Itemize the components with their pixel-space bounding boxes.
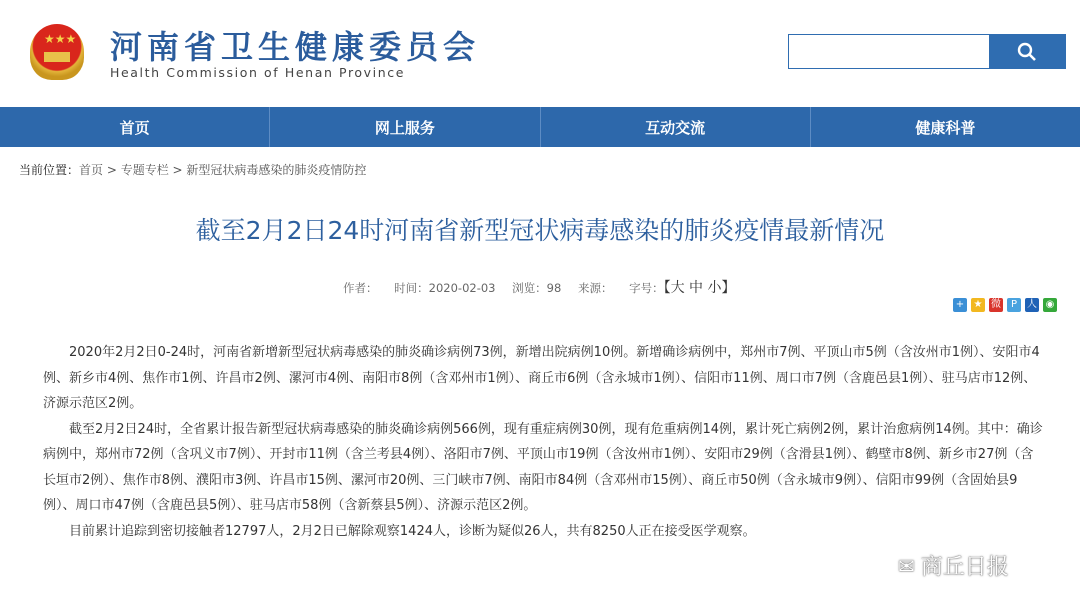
breadcrumb-separator: > [168, 163, 187, 177]
renren-icon[interactable]: 人 [1027, 299, 1037, 310]
wechat-watermark-icon: ✉ [898, 553, 915, 578]
qzone-icon[interactable]: ★ [971, 298, 985, 312]
paragraph: 目前累计追踪到密切接触者12797人，2月2日已解除观察1424人，诊断为疑似26人，共有8250人正在接受医学观察。 [69, 523, 756, 539]
tencent-weibo-icon[interactable]: P [1007, 298, 1021, 312]
wechat-icon[interactable]: ◉ [1043, 298, 1057, 312]
source: 来源： [577, 281, 613, 295]
breadcrumb [19, 161, 366, 178]
nav-online-service[interactable]: 网上服务 [270, 107, 540, 147]
breadcrumb-label: 当前位置： [19, 163, 80, 177]
breadcrumb-home[interactable]: 首页 [79, 163, 104, 177]
watermark [898, 550, 1009, 581]
breadcrumb-topics[interactable]: 专题专栏 [120, 163, 169, 177]
watermark-text: 商丘日报 [920, 555, 1009, 580]
national-emblem-logo: ★★★ [30, 24, 84, 80]
site-header [0, 0, 1080, 107]
search-button[interactable] [989, 35, 1065, 68]
site-title: 河南省卫生健康委员会 [110, 28, 481, 66]
breadcrumb-epidemic[interactable]: 新型冠状病毒感染的肺炎疫情防控 [186, 163, 367, 177]
article-body [43, 340, 1043, 544]
article-title: 截至2月2日24时河南省新型冠状病毒感染的肺炎疫情最新情况 [195, 216, 885, 245]
paragraph: 2020年2月2日0-24时，河南省新增新型冠状病毒感染的肺炎确诊病例73例，新增出院病例10例。新增确诊病例中，郑州市7例、平顶山市5例（含汝州市1例）、安阳市4例、新乡市4例、焦作市1例、许昌市2例、漯河市4例、南阳市8例（含邓州市1例）、商丘市6例（含永城市1例）、信阳市11例、周口市7例（含鹿邑县1例）、驻马店市12例、济源示范区2例。 [43, 345, 1040, 411]
nav-interaction[interactable]: 互动交流 [541, 107, 811, 147]
author: 作者： [343, 281, 378, 295]
nav-health-science[interactable]: 健康科普 [915, 118, 976, 137]
paragraph: 截至2月2日24时，全省累计报告新型冠状病毒感染的肺炎确诊病例566例，现有重症病例30例，现有危重病例14例，累计死亡病例2例，累计治愈病例14例。其中：确诊病例中，郑州市72例（含巩义市7例）、开封市11例（含兰考县4例）、洛阳市7例、平顶山市19例（含汝州市1例）、安阳市29例（含滑县1例）、鹤壁市8例、新乡市27例（含长垣市2例）、焦作市8例、濮阳市3例、许昌市15例、漯河市20例、三门峡市7例、南阳市84例（含邓州市15例）、商丘市50例（含永城市9例）、信阳市99例（含固始县9例）、周口市47例（含鹿邑县5例）、驻马店市58例（含新蔡县5例）、济源示范区2例。 [43, 421, 1043, 513]
font-size-label: 字号： [629, 281, 664, 295]
breadcrumb-separator: > [103, 163, 121, 177]
search-input[interactable] [789, 35, 989, 68]
font-size-options[interactable]: 【大 中 小】 [663, 280, 736, 296]
publish-time: 时间：2020-02-03 [394, 281, 496, 295]
weibo-icon[interactable]: 微 [991, 299, 1001, 310]
view-count: 浏览：98 [512, 281, 562, 295]
nav-home[interactable]: 首页 [0, 107, 270, 147]
main-nav [0, 107, 1080, 147]
search-box [788, 34, 1066, 69]
share-plus-icon[interactable]: + [953, 298, 967, 312]
search-icon [1017, 42, 1037, 62]
share-bar [953, 298, 1057, 312]
site-subtitle: Health Commission of Henan Province [110, 65, 406, 80]
article-meta [343, 277, 749, 297]
